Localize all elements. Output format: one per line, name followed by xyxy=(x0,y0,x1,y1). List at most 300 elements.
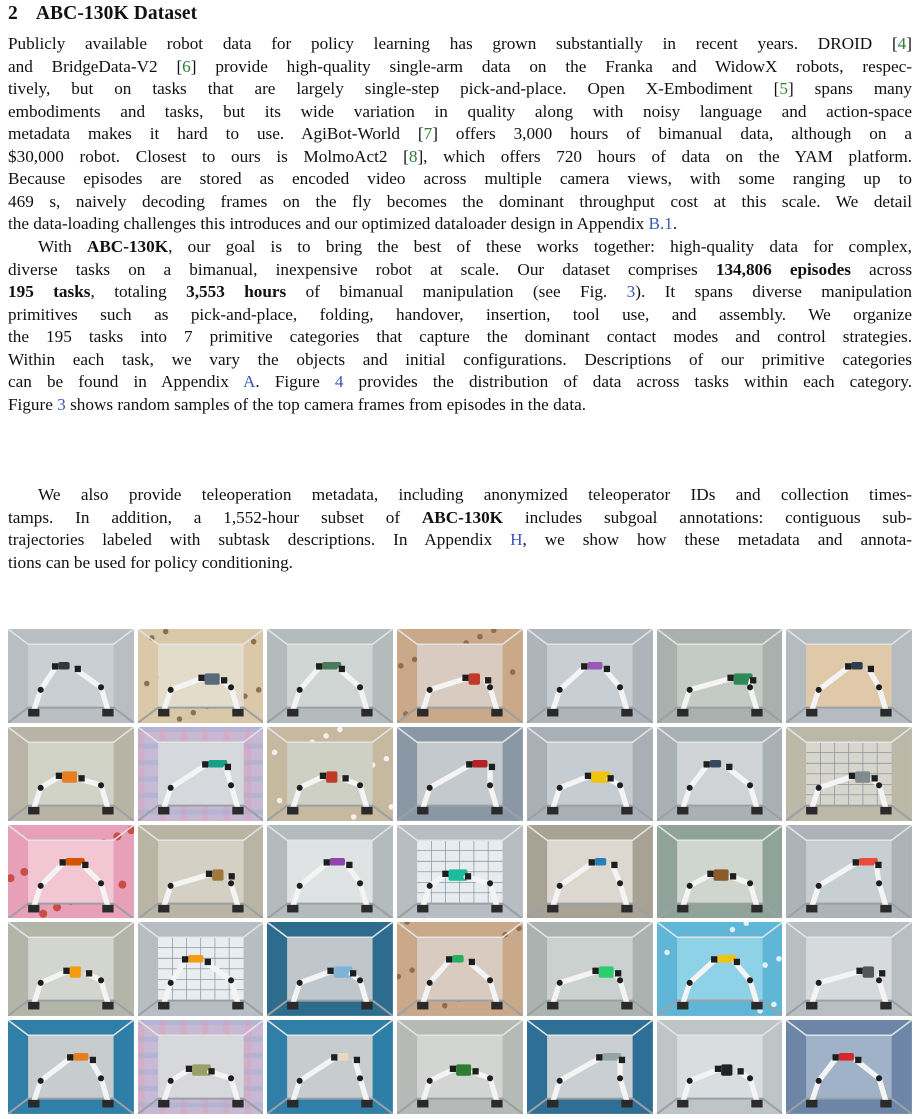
camera-frame xyxy=(8,922,134,1016)
camera-frame xyxy=(138,1020,264,1114)
robot-gripper xyxy=(320,772,326,778)
robot-gripper xyxy=(350,971,356,977)
task-object xyxy=(452,955,463,963)
wall-pattern-mark xyxy=(762,963,768,969)
camera-frame xyxy=(267,825,393,919)
robot-base xyxy=(232,807,243,815)
robot-base xyxy=(362,1002,373,1010)
robot-joint xyxy=(686,687,692,693)
robot-gripper xyxy=(354,1057,360,1063)
robot-gripper xyxy=(224,764,230,770)
robot-base xyxy=(751,807,762,815)
citation-link[interactable]: 5 xyxy=(779,79,788,99)
task-object xyxy=(330,858,345,866)
robot-gripper xyxy=(714,1066,720,1072)
table-surface xyxy=(28,840,113,903)
plaid-stripe xyxy=(138,1103,264,1108)
bold-text: 3,553 hours xyxy=(186,282,287,302)
camera-frame-image xyxy=(397,629,523,723)
robot-base xyxy=(288,904,299,912)
robot-base xyxy=(677,807,688,815)
text-line xyxy=(8,146,912,169)
robot-joint xyxy=(38,980,44,986)
robot-gripper xyxy=(206,870,212,876)
robot-base xyxy=(677,709,688,717)
robot-base xyxy=(28,1100,39,1108)
table-surface xyxy=(806,1035,891,1098)
task-object xyxy=(188,955,203,963)
robot-base xyxy=(362,709,373,717)
robot-base xyxy=(102,904,113,912)
robot-joint xyxy=(167,980,173,986)
wall-pattern-mark xyxy=(412,657,418,663)
robot-base xyxy=(362,1100,373,1108)
robot-base xyxy=(751,904,762,912)
robot-joint xyxy=(297,1078,303,1084)
text-run: diverse tasks on a bimanual, inexpensive robot at scale. Our dataset comprises xyxy=(8,259,716,279)
camera-frame-image xyxy=(138,825,264,919)
text-line xyxy=(8,529,912,552)
robot-joint xyxy=(427,785,433,791)
robot-joint xyxy=(686,785,692,791)
robot-base xyxy=(491,904,502,912)
text-line xyxy=(8,168,912,191)
robot-gripper xyxy=(733,959,739,965)
text-run: metadata makes it hard to use. AgiBot-World [ xyxy=(8,124,424,144)
robot-gripper xyxy=(581,663,587,669)
table-surface xyxy=(288,840,373,903)
robot-joint xyxy=(38,785,44,791)
plaid-stripe xyxy=(138,1020,144,1114)
robot-base xyxy=(232,1002,243,1010)
text-run: ], which offers 720 hours of data on the YAM platform. xyxy=(417,146,912,166)
robot-gripper xyxy=(221,677,227,683)
robot-joint xyxy=(357,978,363,984)
text-run: We also provide teleoperation metadata, including anonymized teleoperator IDs and collection times- xyxy=(38,485,912,504)
robot-gripper xyxy=(604,666,610,672)
robot-gripper xyxy=(332,1054,338,1060)
camera-frame-image xyxy=(786,629,912,723)
robot-joint xyxy=(876,1075,882,1081)
task-object xyxy=(70,967,81,978)
robot-base xyxy=(806,1002,817,1010)
task-object xyxy=(852,662,863,670)
task-object xyxy=(327,771,338,782)
camera-frame xyxy=(8,825,134,919)
task-object xyxy=(863,967,874,978)
robot-gripper xyxy=(711,957,717,963)
robot-base xyxy=(232,1100,243,1108)
table-surface xyxy=(806,938,891,1001)
robot-joint xyxy=(297,785,303,791)
robot-base xyxy=(547,807,558,815)
camera-frame-image xyxy=(657,727,783,821)
camera-frame xyxy=(786,727,912,821)
table-surface xyxy=(417,938,502,1001)
robot-joint xyxy=(557,687,563,693)
robot-gripper xyxy=(82,861,88,867)
table-surface xyxy=(806,644,891,707)
table-surface xyxy=(547,840,632,903)
cross-reference-link[interactable]: A xyxy=(243,372,256,392)
robot-joint xyxy=(228,880,234,886)
robot-base xyxy=(621,904,632,912)
table-surface xyxy=(288,1035,373,1098)
robot-gripper xyxy=(849,772,855,778)
camera-frame xyxy=(397,1020,523,1114)
robot-joint xyxy=(228,1075,234,1081)
robot-base xyxy=(28,904,39,912)
robot-joint xyxy=(617,1075,623,1081)
wall-pattern-mark xyxy=(256,687,262,693)
wall-pattern-mark xyxy=(163,629,169,634)
robot-joint xyxy=(816,882,822,888)
robot-base xyxy=(288,709,299,717)
task-object xyxy=(709,760,720,768)
camera-frame xyxy=(8,629,134,723)
wall-pattern-mark xyxy=(771,1002,777,1008)
robot-gripper xyxy=(446,957,452,963)
plaid-stripe xyxy=(138,727,144,821)
text-run: the data-loading challenges this introduces and our optimized dataloader design in Appendix xyxy=(8,214,649,234)
task-object xyxy=(73,1053,88,1061)
bold-text: ABC-130K xyxy=(421,507,504,527)
text-run: embodiments and tasks, but its wide variation in quality along with noisy language and action-space xyxy=(8,101,912,121)
table-surface xyxy=(677,938,762,1001)
camera-frame-image xyxy=(786,1020,912,1114)
robot-base xyxy=(881,904,892,912)
cross-reference-link[interactable]: H xyxy=(510,530,523,550)
text-run: Because episodes are stored as encoded video across multiple camera views, with some ranging up to xyxy=(8,169,912,189)
text-run: and BridgeData-V2 [ xyxy=(8,56,183,76)
camera-frame xyxy=(657,727,783,821)
robot-joint xyxy=(38,1078,44,1084)
citation-link[interactable]: 7 xyxy=(423,124,433,144)
robot-gripper xyxy=(611,861,617,867)
robot-base xyxy=(158,1002,169,1010)
paragraph-metadata xyxy=(8,484,912,574)
camera-frame-image xyxy=(267,629,393,723)
robot-joint xyxy=(98,880,104,886)
text-run: Publicly available robot data for policy learning has grown substantially in recent years. DROID [ xyxy=(8,34,898,53)
text-run: With xyxy=(38,237,87,256)
robot-gripper xyxy=(78,775,84,781)
robot-gripper xyxy=(324,859,330,865)
robot-joint xyxy=(617,782,623,788)
robot-gripper xyxy=(872,775,878,781)
text-line xyxy=(8,326,912,349)
robot-joint xyxy=(876,782,882,788)
wall-pattern-mark xyxy=(277,798,283,804)
robot-base xyxy=(102,807,113,815)
robot-joint xyxy=(557,980,563,986)
camera-frame-image xyxy=(138,922,264,1016)
wall-pattern-mark xyxy=(664,950,670,956)
robot-gripper xyxy=(316,663,322,669)
robot-base xyxy=(621,709,632,717)
text-line xyxy=(8,191,912,214)
camera-frame xyxy=(657,629,783,723)
bold-text: 134,806 episodes xyxy=(715,259,851,279)
text-line xyxy=(8,56,912,79)
wall-pattern-mark xyxy=(324,733,330,739)
cross-reference-link[interactable]: B.1 xyxy=(648,214,673,234)
camera-frame-image xyxy=(8,922,134,1016)
robot-joint xyxy=(557,882,563,888)
robot-joint xyxy=(98,978,104,984)
robot-gripper xyxy=(198,675,204,681)
robot-joint xyxy=(747,782,753,788)
camera-frame xyxy=(8,727,134,821)
task-object xyxy=(587,662,602,670)
task-object xyxy=(338,1053,349,1061)
camera-frame xyxy=(657,922,783,1016)
cross-reference-link[interactable]: 3 xyxy=(626,282,636,302)
wall-pattern-mark xyxy=(729,927,735,933)
wall-pattern-mark xyxy=(272,749,278,755)
robot-gripper xyxy=(60,859,66,865)
text-line xyxy=(8,78,912,101)
task-object xyxy=(855,771,870,782)
wall-pattern-mark xyxy=(118,880,126,888)
robot-joint xyxy=(98,1075,104,1081)
camera-frame-image xyxy=(397,1020,523,1114)
robot-gripper xyxy=(465,873,471,879)
wall-pattern-mark xyxy=(20,867,28,875)
text-run: tamps. In addition, a 1,552-hour subset of xyxy=(8,507,422,527)
robot-base xyxy=(158,709,169,717)
camera-frame-image xyxy=(138,1020,264,1114)
camera-frame-image xyxy=(657,922,783,1016)
robot-gripper xyxy=(473,1068,479,1074)
robot-joint xyxy=(357,782,363,788)
robot-base xyxy=(881,709,892,717)
robot-base xyxy=(417,904,428,912)
text-run: 469 s, naively decoding frames on the fly becomes the dominant throughput cost at this scale. We detail xyxy=(8,191,912,211)
robot-base xyxy=(491,807,502,815)
robot-gripper xyxy=(67,1054,73,1060)
robot-base xyxy=(102,1100,113,1108)
text-run: includes subgoal annotations: contiguous sub- xyxy=(503,507,912,527)
robot-gripper xyxy=(845,663,851,669)
camera-frame xyxy=(267,1020,393,1114)
camera-frame-image xyxy=(138,629,264,723)
robot-gripper xyxy=(833,1054,839,1060)
text-line xyxy=(8,507,912,530)
camera-frame-image xyxy=(527,727,653,821)
robot-gripper xyxy=(750,677,756,683)
text-line xyxy=(8,259,912,282)
table-surface xyxy=(158,742,243,805)
section-heading xyxy=(8,3,197,25)
robot-gripper xyxy=(63,968,69,974)
task-object xyxy=(58,662,69,670)
robot-joint xyxy=(557,1078,563,1084)
robot-gripper xyxy=(588,859,594,865)
robot-joint xyxy=(816,785,822,791)
task-object xyxy=(456,1065,471,1076)
task-object xyxy=(713,869,728,880)
robot-joint xyxy=(427,882,433,888)
robot-gripper xyxy=(876,861,882,867)
robot-joint xyxy=(98,782,104,788)
robot-base xyxy=(362,904,373,912)
text-line xyxy=(8,101,912,124)
citation-link[interactable]: 8 xyxy=(408,146,418,166)
robot-joint xyxy=(167,1078,173,1084)
task-object xyxy=(204,673,219,684)
robot-base xyxy=(232,904,243,912)
cross-reference-link[interactable]: 3 xyxy=(57,394,66,414)
text-run: ] provide high-quality single-arm data on the Franka and WidowX robots, respec- xyxy=(190,56,912,76)
camera-frame xyxy=(527,727,653,821)
robot-gripper xyxy=(592,968,598,974)
robot-joint xyxy=(167,687,173,693)
table-surface xyxy=(158,840,243,903)
table-surface xyxy=(547,938,632,1001)
robot-base xyxy=(621,807,632,815)
camera-frame xyxy=(267,727,393,821)
robot-base xyxy=(28,709,39,717)
task-object xyxy=(721,1065,732,1076)
camera-frame-image xyxy=(267,825,393,919)
table-surface xyxy=(28,644,113,707)
robot-base xyxy=(417,709,428,717)
robot-joint xyxy=(487,880,493,886)
robot-gripper xyxy=(442,870,448,876)
robot-joint xyxy=(228,782,234,788)
robot-gripper xyxy=(853,859,859,865)
robot-gripper xyxy=(185,1066,191,1072)
robot-base xyxy=(288,807,299,815)
wall-pattern-mark xyxy=(398,663,404,669)
task-object xyxy=(212,869,223,880)
robot-base xyxy=(417,1002,428,1010)
camera-frame xyxy=(786,825,912,919)
robot-joint xyxy=(297,882,303,888)
robot-gripper xyxy=(202,761,208,767)
camera-frame xyxy=(657,1020,783,1114)
camera-frame xyxy=(397,727,523,821)
text-run: , we show how these metadata and annota- xyxy=(522,530,912,550)
robot-gripper xyxy=(726,764,732,770)
camera-frame-image xyxy=(8,1020,134,1114)
robot-joint xyxy=(686,882,692,888)
camera-frame xyxy=(527,1020,653,1114)
robot-joint xyxy=(876,684,882,690)
camera-frame xyxy=(138,629,264,723)
camera-frame-image xyxy=(527,825,653,919)
text-run: . Figure xyxy=(255,372,335,392)
cross-reference-link[interactable]: 4 xyxy=(334,372,344,392)
wall-pattern-mark xyxy=(338,727,344,732)
camera-frame xyxy=(138,825,264,919)
camera-frame-image xyxy=(397,825,523,919)
robot-base xyxy=(288,1100,299,1108)
table-surface xyxy=(547,644,632,707)
camera-frame-image xyxy=(267,727,393,821)
robot-joint xyxy=(38,687,44,693)
robot-gripper xyxy=(857,968,863,974)
robot-base xyxy=(881,807,892,815)
robot-base xyxy=(491,1100,502,1108)
text-line xyxy=(8,33,912,56)
text-line xyxy=(8,552,912,575)
robot-gripper xyxy=(339,666,345,672)
robot-base xyxy=(491,1002,502,1010)
robot-joint xyxy=(357,1075,363,1081)
camera-frame-image xyxy=(397,727,523,821)
robot-gripper xyxy=(75,666,81,672)
text-run: trajectories labeled with subtask descriptions. In Appendix xyxy=(8,530,511,550)
robot-gripper xyxy=(703,761,709,767)
robot-joint xyxy=(38,882,44,888)
camera-frame-image xyxy=(527,922,653,1016)
wall-pattern-mark xyxy=(39,909,47,917)
robot-joint xyxy=(228,978,234,984)
citation-link[interactable]: 4 xyxy=(897,34,907,53)
camera-frame xyxy=(397,922,523,1016)
text-run: provides the distribution of data across tasks within each category. xyxy=(343,372,913,392)
camera-frame xyxy=(527,825,653,919)
camera-frame-image xyxy=(657,1020,783,1114)
robot-joint xyxy=(747,1075,753,1081)
robot-joint xyxy=(617,978,623,984)
robot-gripper xyxy=(489,764,495,770)
wall-pattern-mark xyxy=(251,639,257,645)
robot-gripper xyxy=(737,1068,743,1074)
bold-text: 195 tasks xyxy=(8,282,91,302)
robot-joint xyxy=(357,684,363,690)
robot-joint xyxy=(617,684,623,690)
camera-frame xyxy=(786,1020,912,1114)
robot-gripper xyxy=(619,1057,625,1063)
camera-frame xyxy=(397,629,523,723)
text-line xyxy=(8,349,912,372)
camera-frame-image xyxy=(267,922,393,1016)
robot-joint xyxy=(167,882,173,888)
camera-frame-image xyxy=(786,825,912,919)
bold-text: ABC-130K xyxy=(86,237,169,256)
section-number: 2 xyxy=(8,3,18,24)
paragraph-related-work xyxy=(8,33,912,236)
wall-pattern-mark xyxy=(144,681,150,687)
plaid-stripe xyxy=(138,727,264,732)
robot-gripper xyxy=(607,775,613,781)
text-line xyxy=(8,304,912,327)
camera-frame-image xyxy=(657,629,783,723)
paragraph-dataset-overview xyxy=(8,236,912,416)
robot-gripper xyxy=(343,775,349,781)
robot-gripper xyxy=(466,761,472,767)
robot-gripper xyxy=(463,675,469,681)
robot-gripper xyxy=(182,957,188,963)
robot-base xyxy=(417,807,428,815)
robot-gripper xyxy=(868,666,874,672)
robot-gripper xyxy=(86,971,92,977)
text-run: the 195 tasks into 7 primitive categories that capture the dominant contact modes and control strategies. xyxy=(8,327,912,347)
camera-frame-image xyxy=(8,825,134,919)
wall-pattern-mark xyxy=(190,710,196,716)
citation-link[interactable]: 6 xyxy=(182,56,191,76)
robot-gripper xyxy=(485,677,491,683)
camera-frame xyxy=(527,922,653,1016)
robot-base xyxy=(806,904,817,912)
text-run: tions can be used for policy conditioning. xyxy=(8,552,293,572)
camera-frame xyxy=(657,825,783,919)
text-run: across xyxy=(850,259,913,279)
robot-gripper xyxy=(707,870,713,876)
